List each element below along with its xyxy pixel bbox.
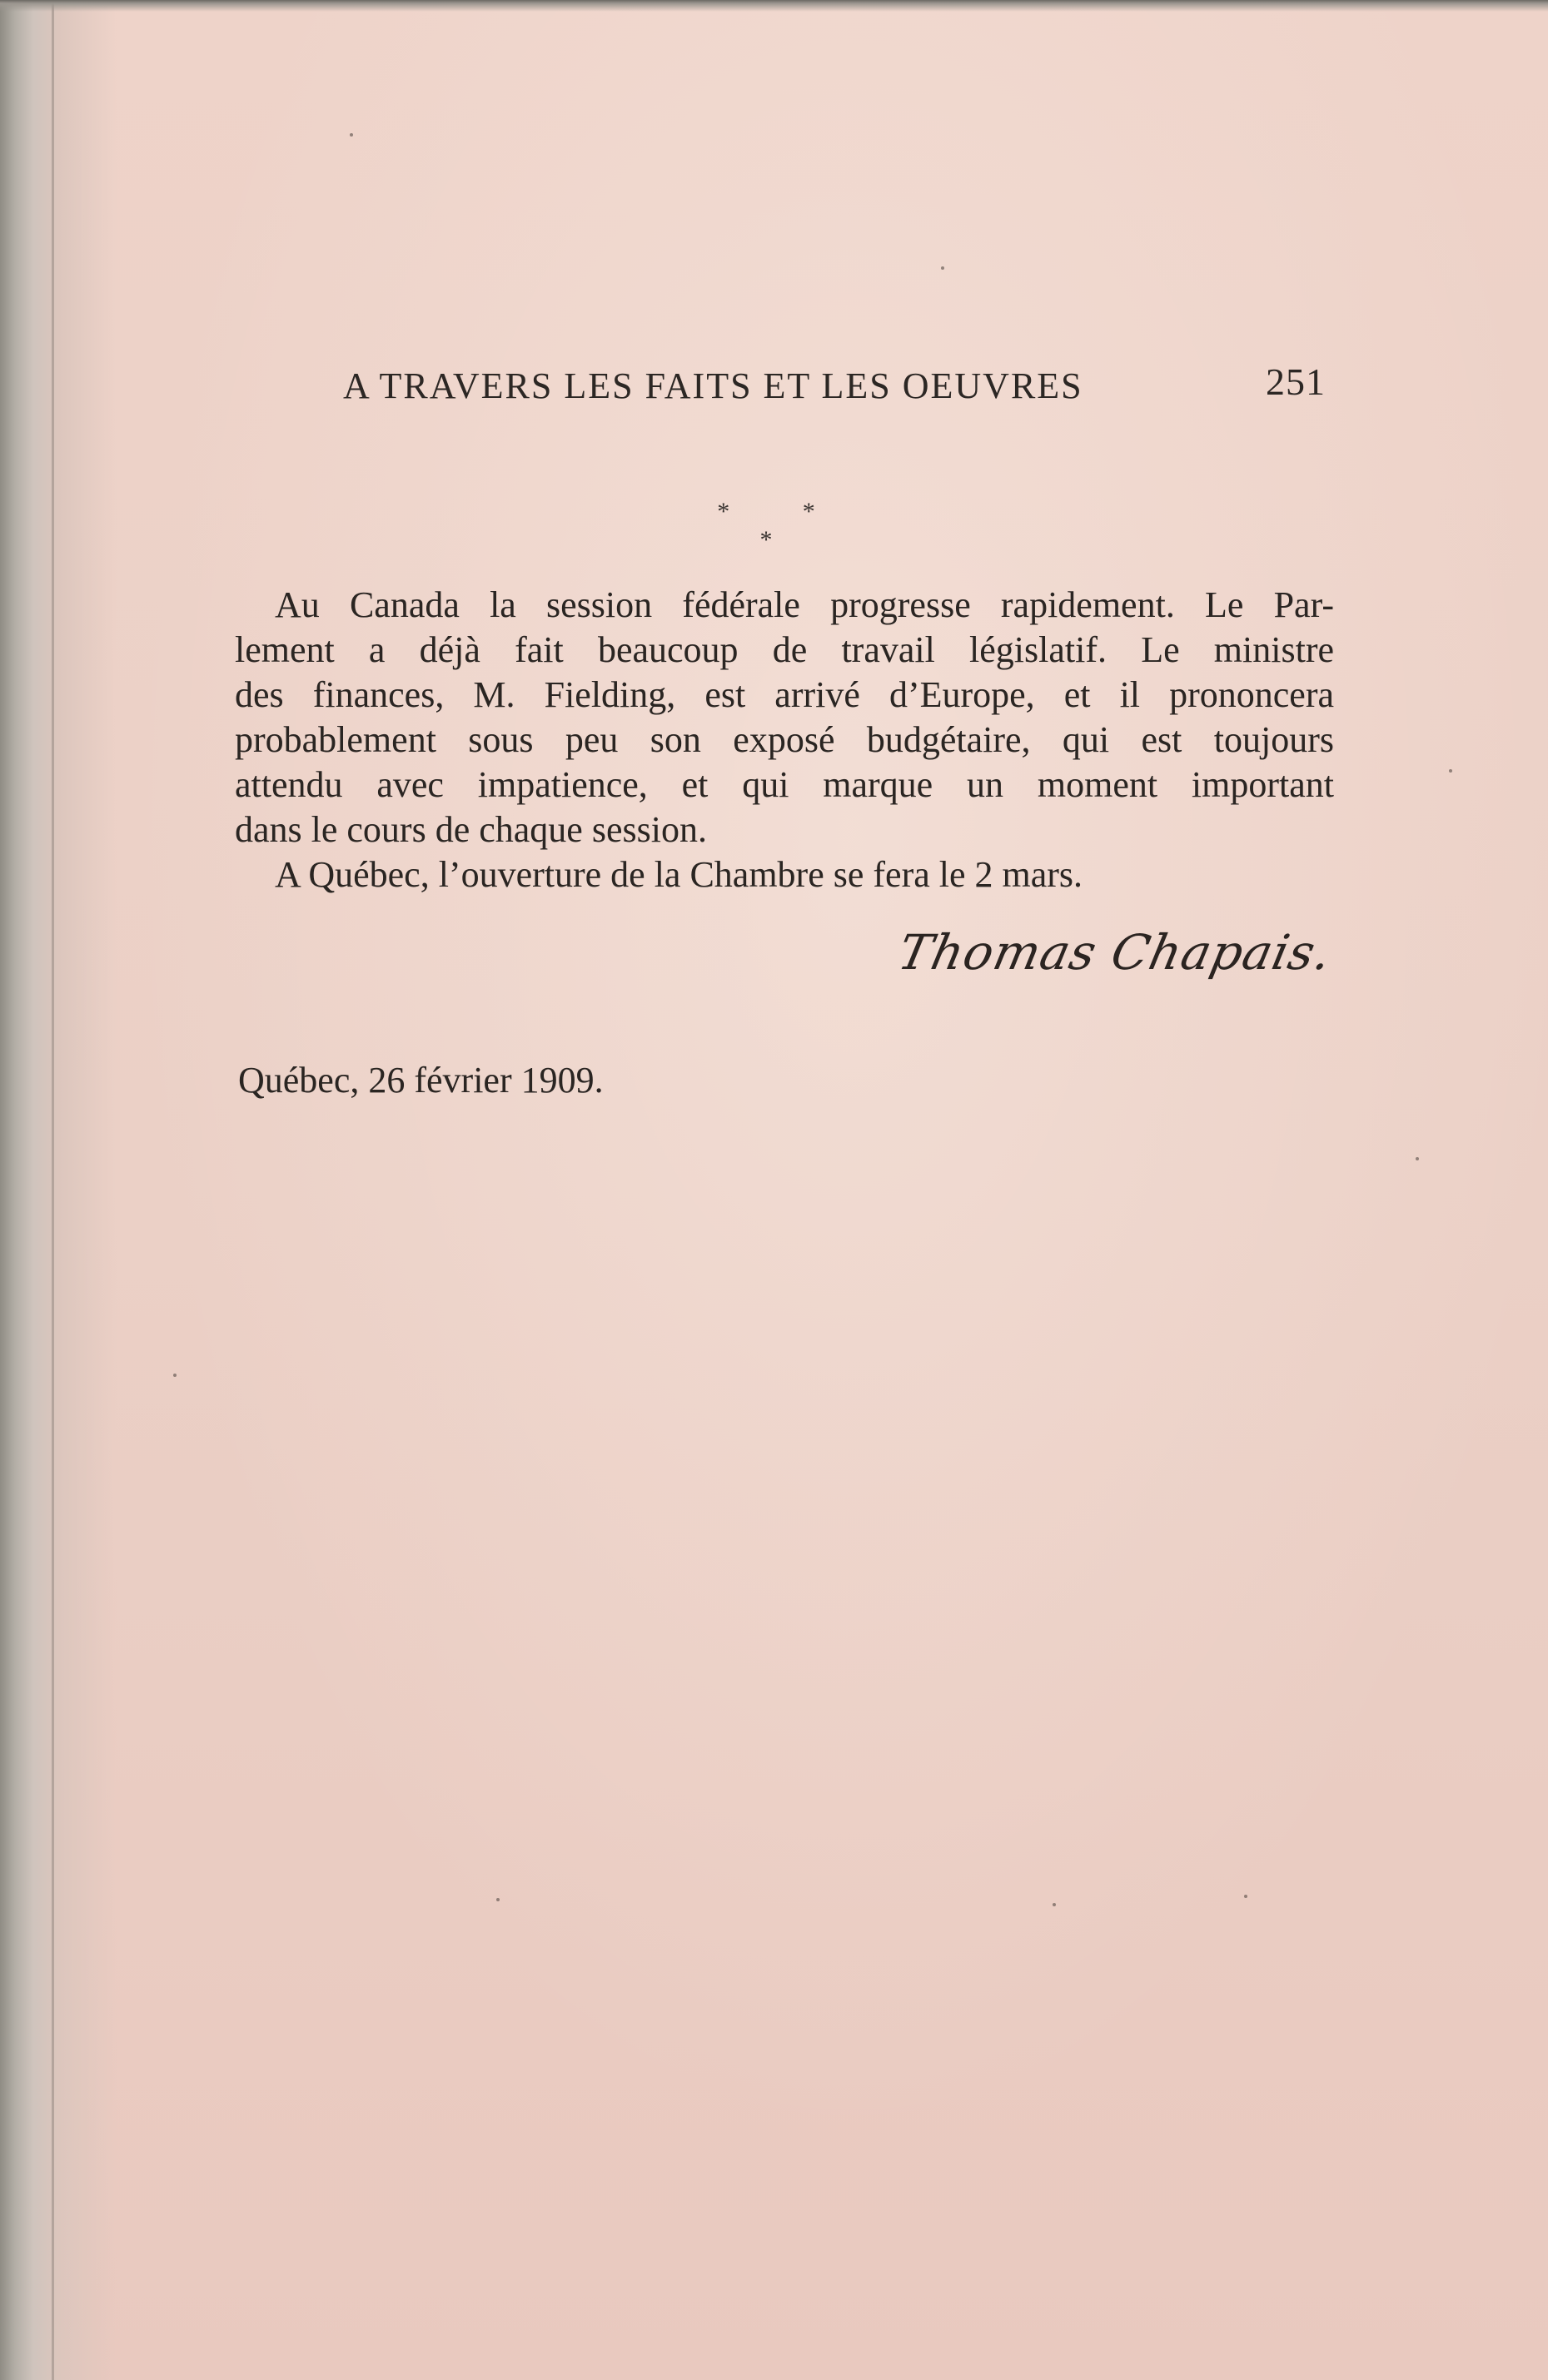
paper-speck [1244,1895,1247,1898]
paper-speck [1053,1903,1056,1906]
dateline: Québec, 26 février 1909. [238,1060,604,1101]
body-line: des finances, M. Fielding, est arrivé d’Europe, et il prononcera [235,674,1334,715]
section-asterism: * * * [717,498,849,554]
paper-speck [350,133,353,137]
binding-edge [52,0,54,2380]
body-paragraph [235,583,1334,897]
paper-speck [941,266,944,270]
paper-speck [173,1374,177,1377]
page-number: 251 [1266,360,1326,403]
paper-speck [496,1898,500,1901]
paper-speck [1416,1157,1419,1160]
paper-speck [1449,769,1452,773]
body-line: Au Canada la session fédérale progresse rapidement. Le Par- [275,584,1334,625]
body-line: dans le cours de chaque session. [235,809,707,850]
author-signature: Thomas Chapais. [893,924,1337,981]
body-line: A Québec, l’ouverture de la Chambre se fera le 2 mars. [275,854,1083,895]
body-line: probablement sous peu son exposé budgétaire, qui est toujours [235,719,1334,760]
running-head [343,360,1326,415]
body-line: lement a déjà fait beaucoup de travail législatif. Le ministre [235,629,1334,670]
page-top-edge [0,0,1548,12]
running-head-title: A TRAVERS LES FAITS ET LES OEUVRES [343,365,1083,406]
binding-shadow [0,0,117,2380]
body-line: attendu avec impatience, et qui marque un moment important [235,764,1334,805]
